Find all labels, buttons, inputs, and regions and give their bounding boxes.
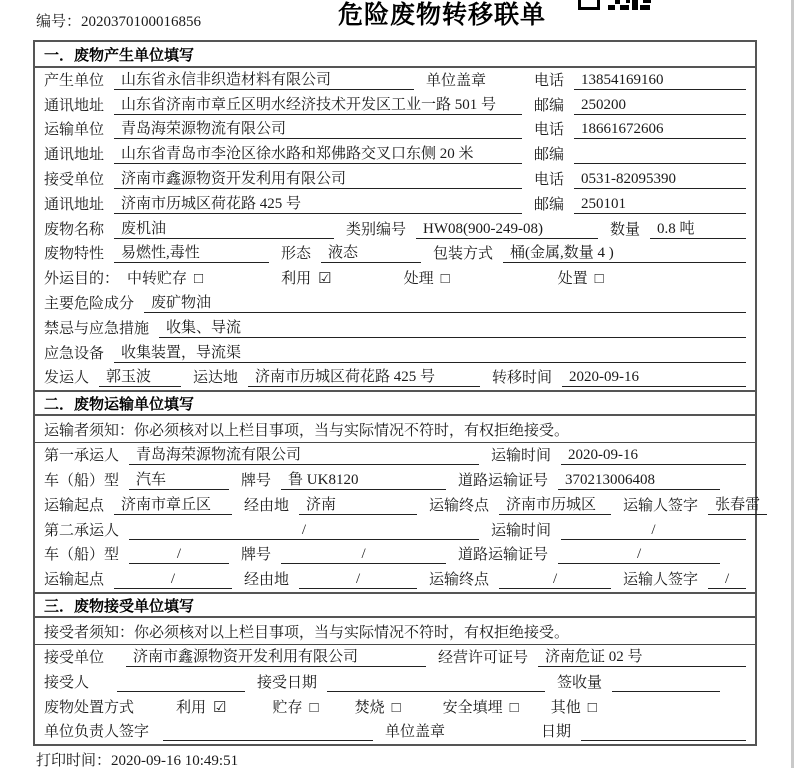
taboo-row xyxy=(35,316,755,341)
checkbox-unchecked-icon: □ xyxy=(391,699,401,716)
carrier2-value: / xyxy=(129,522,479,540)
disposal-option-utilize xyxy=(176,696,226,717)
consignor-value: 郭玉波 xyxy=(99,365,181,387)
print-time xyxy=(36,749,238,768)
carrier2-row xyxy=(35,518,755,543)
receiver-notice: 接受者须知：你必须核对以上栏目事项，当与实际情况不符时，有权拒绝接受。 xyxy=(35,618,755,645)
unit-seal-label: 单位盖章 xyxy=(385,724,446,741)
received-qty-value xyxy=(612,688,720,692)
end2-label: 运输终点 xyxy=(429,572,490,589)
accept-unit-label: 接受单位 xyxy=(44,649,105,666)
end1-label: 运输终点 xyxy=(429,497,490,514)
transporter-address-value: 山东省青岛市李沧区徐水路和郑佛路交叉口东侧 20 米 xyxy=(114,142,522,164)
checkbox-unchecked-icon: □ xyxy=(594,271,604,288)
trait-label: 废物特性 xyxy=(44,246,105,263)
unit-seal-label: 单位盖章 xyxy=(426,72,487,89)
road-permit2-value: / xyxy=(558,546,720,564)
option-label: 焚烧 xyxy=(354,699,385,716)
destination-label: 运达地 xyxy=(193,370,239,387)
receiver-phone-label: 电话 xyxy=(533,171,564,188)
transporter-label: 运输单位 xyxy=(44,122,105,139)
checkbox-checked-icon: ☑ xyxy=(318,271,332,288)
producer-phone-value: 13854169160 xyxy=(574,72,746,90)
accept-date-value xyxy=(327,688,545,692)
taboo-value: 收集、导流 xyxy=(159,316,746,338)
vehicle1-row xyxy=(35,468,755,493)
disposal-row xyxy=(35,695,755,720)
option-label: 利用 xyxy=(281,271,312,288)
producer-zip-value: 250200 xyxy=(574,97,746,115)
end2-value: / xyxy=(499,571,611,589)
acceptor-label: 接受人 xyxy=(44,674,90,691)
received-qty-label: 签收量 xyxy=(557,674,603,691)
disposal-option-incinerate xyxy=(355,696,401,717)
category-value: HW08(900-249-08) xyxy=(416,221,598,239)
disposal-option-storage xyxy=(272,696,318,717)
checkbox-checked-icon: ☑ xyxy=(213,699,227,716)
waste-name-value: 废机油 xyxy=(114,217,334,239)
print-time-label: 打印时间： xyxy=(36,753,112,768)
purpose-option-transfer-storage xyxy=(127,267,203,288)
destination-value: 济南市历城区荷花路 425 号 xyxy=(248,365,480,387)
carrier1-label: 第一承运人 xyxy=(44,448,120,465)
address-label: 通讯地址 xyxy=(44,196,105,213)
origin2-value: / xyxy=(114,571,232,589)
equipment-label: 应急设备 xyxy=(44,345,105,362)
address-label: 通讯地址 xyxy=(44,97,105,114)
hazard-value: 废矿物油 xyxy=(144,291,746,313)
receiver-label: 接受单位 xyxy=(44,171,105,188)
transport-time2-value: / xyxy=(561,522,746,540)
transporter-address-row xyxy=(35,142,755,167)
page-title: 危险废物转移联单 xyxy=(337,2,546,29)
plate1-value: 鲁 UK8120 xyxy=(281,468,446,490)
category-label: 类别编号 xyxy=(346,221,407,238)
carrier-sign2-value: / xyxy=(708,571,746,589)
purpose-option-treat xyxy=(404,267,450,288)
purpose-option-utilize xyxy=(281,267,331,288)
qr-code-fragment-icon xyxy=(578,0,652,12)
transporter-row xyxy=(35,118,755,143)
accept-unit-value: 济南市鑫源物资开发利用有限公司 xyxy=(126,645,426,667)
vehicle2-row xyxy=(35,543,755,568)
quantity-label: 数量 xyxy=(610,221,641,238)
accept-date-label: 接受日期 xyxy=(257,674,318,691)
receiver-value: 济南市鑫源物资开发利用有限公司 xyxy=(114,167,522,189)
checkbox-unchecked-icon: □ xyxy=(440,271,450,288)
option-label: 贮存 xyxy=(272,699,303,716)
quantity-value: 0.8 吨 xyxy=(650,217,746,239)
head-sign-value xyxy=(163,737,373,741)
origin1-value: 济南市章丘区 xyxy=(114,493,232,515)
acceptor-value xyxy=(117,688,245,692)
transfer-date-value: 2020-09-16 xyxy=(562,369,746,387)
via2-label: 经由地 xyxy=(244,572,290,589)
origin1-label: 运输起点 xyxy=(44,497,105,514)
emergency-equipment-row xyxy=(35,341,755,366)
accept-unit-row xyxy=(35,645,755,670)
vehicle1-value: 汽车 xyxy=(129,468,229,490)
transport-time2-label: 运输时间 xyxy=(490,522,551,539)
producer-label: 产生单位 xyxy=(44,72,105,89)
receiver-zip-label: 邮编 xyxy=(533,196,564,213)
carrier-sign1-value: 张春雷 xyxy=(708,493,767,515)
license-label: 经营许可证号 xyxy=(438,649,529,666)
route2-row xyxy=(35,567,755,592)
vehicle2-label: 车（船）型 xyxy=(44,547,120,564)
disposal-option-landfill xyxy=(443,696,519,717)
receiver-phone-value: 0531-82095390 xyxy=(574,171,746,189)
consignor-label: 发运人 xyxy=(44,370,90,387)
waste-name-row xyxy=(35,217,755,242)
address-label: 通讯地址 xyxy=(44,147,105,164)
origin2-label: 运输起点 xyxy=(44,572,105,589)
plate1-label: 牌号 xyxy=(241,472,272,489)
road-permit1-value: 370213006408 xyxy=(558,472,720,490)
producer-value: 山东省永信非织造材料有限公司 xyxy=(114,68,414,90)
section-2-header: 二．废物运输单位填写 xyxy=(35,390,755,416)
serial-number: 2020370100016856 xyxy=(81,14,202,30)
checkbox-unchecked-icon: □ xyxy=(309,699,319,716)
road-permit1-label: 道路运输证号 xyxy=(458,472,549,489)
option-label: 利用 xyxy=(176,699,207,716)
consignor-row xyxy=(35,366,755,391)
purpose-row xyxy=(35,266,755,291)
serial-label: 编号： xyxy=(36,14,82,30)
transport-time1-label: 运输时间 xyxy=(490,448,551,465)
disposal-label: 废物处置方式 xyxy=(44,699,135,716)
checkbox-unchecked-icon: □ xyxy=(509,699,519,716)
carrier1-row xyxy=(35,443,755,468)
section-1-header: 一．废物产生单位填写 xyxy=(35,42,755,68)
sign-date-label: 日期 xyxy=(541,724,572,741)
producer-phone-label: 电话 xyxy=(533,72,564,89)
plate2-value: / xyxy=(281,546,446,564)
producer-row xyxy=(35,68,755,93)
transporter-value: 青岛海荣源物流有限公司 xyxy=(114,117,522,139)
vehicle1-label: 车（船）型 xyxy=(44,472,120,489)
option-label: 其他 xyxy=(550,699,581,716)
producer-address-row xyxy=(35,93,755,118)
receiver-row xyxy=(35,167,755,192)
transfer-date-label: 转移时间 xyxy=(492,370,553,387)
purpose-option-dispose xyxy=(558,267,604,288)
via1-value: 济南 xyxy=(299,493,417,515)
packaging-label: 包装方式 xyxy=(433,246,494,263)
route1-row xyxy=(35,493,761,518)
via2-value: / xyxy=(299,571,417,589)
plate2-label: 牌号 xyxy=(241,547,272,564)
option-label: 处理 xyxy=(403,271,434,288)
section-3-header: 三．废物接受单位填写 xyxy=(35,592,755,618)
transporter-phone-label: 电话 xyxy=(533,122,564,139)
checkbox-unchecked-icon: □ xyxy=(194,271,204,288)
hazard-label: 主要危险成分 xyxy=(44,295,135,312)
head-sign-label: 单位负责人签字 xyxy=(44,724,150,741)
packaging-value: 桶(金属,数量 4 ) xyxy=(503,241,746,263)
print-time-value: 2020-09-16 10:49:51 xyxy=(111,753,239,768)
acceptor-row xyxy=(35,670,755,695)
producer-address-value: 山东省济南市章丘区明水经济技术开发区工业一路 501 号 xyxy=(114,93,522,115)
receiver-address-row xyxy=(35,192,755,217)
transporter-phone-value: 18661672606 xyxy=(574,121,746,139)
waste-trait-row xyxy=(35,242,755,267)
receiver-zip-value: 250101 xyxy=(574,196,746,214)
hazard-row xyxy=(35,291,755,316)
producer-zip-label: 邮编 xyxy=(533,97,564,114)
checkbox-unchecked-icon: □ xyxy=(587,699,597,716)
transporter-zip-value xyxy=(574,160,746,164)
purpose-label: 外运目的： xyxy=(44,271,120,288)
carrier1-value: 青岛海荣源物流有限公司 xyxy=(129,443,479,465)
head-signature-row xyxy=(35,720,755,745)
taboo-label: 禁忌与应急措施 xyxy=(44,320,150,337)
carrier2-label: 第二承运人 xyxy=(44,522,120,539)
vehicle2-value: / xyxy=(129,546,229,564)
end1-value: 济南市历城区 xyxy=(499,493,611,515)
transfer-form-table xyxy=(33,40,761,746)
scrollbar[interactable] xyxy=(791,0,794,768)
carrier-sign2-label: 运输人签字 xyxy=(623,572,699,589)
option-label: 处置 xyxy=(557,271,588,288)
trait-value: 易燃性,毒性 xyxy=(114,241,269,263)
transporter-zip-label: 邮编 xyxy=(533,147,564,164)
equipment-value: 收集装置，导流渠 xyxy=(114,341,746,363)
receiver-address-value: 济南市历城区荷花路 425 号 xyxy=(114,192,522,214)
form-value: 液态 xyxy=(321,241,421,263)
carrier-sign1-label: 运输人签字 xyxy=(623,497,699,514)
via1-label: 经由地 xyxy=(244,497,290,514)
waste-name-label: 废物名称 xyxy=(44,221,105,238)
road-permit2-label: 道路运输证号 xyxy=(458,547,549,564)
sign-date-value xyxy=(581,737,746,741)
option-label: 中转贮存 xyxy=(127,271,188,288)
form-label: 形态 xyxy=(281,246,312,263)
transport-time1-value: 2020-09-16 xyxy=(561,447,746,465)
disposal-option-other xyxy=(551,696,597,717)
transporter-notice: 运输者须知：你必须核对以上栏目事项，当与实际情况不符时，有权拒绝接受。 xyxy=(35,416,755,443)
license-value: 济南危证 02 号 xyxy=(538,645,746,667)
option-label: 安全填埋 xyxy=(442,699,503,716)
